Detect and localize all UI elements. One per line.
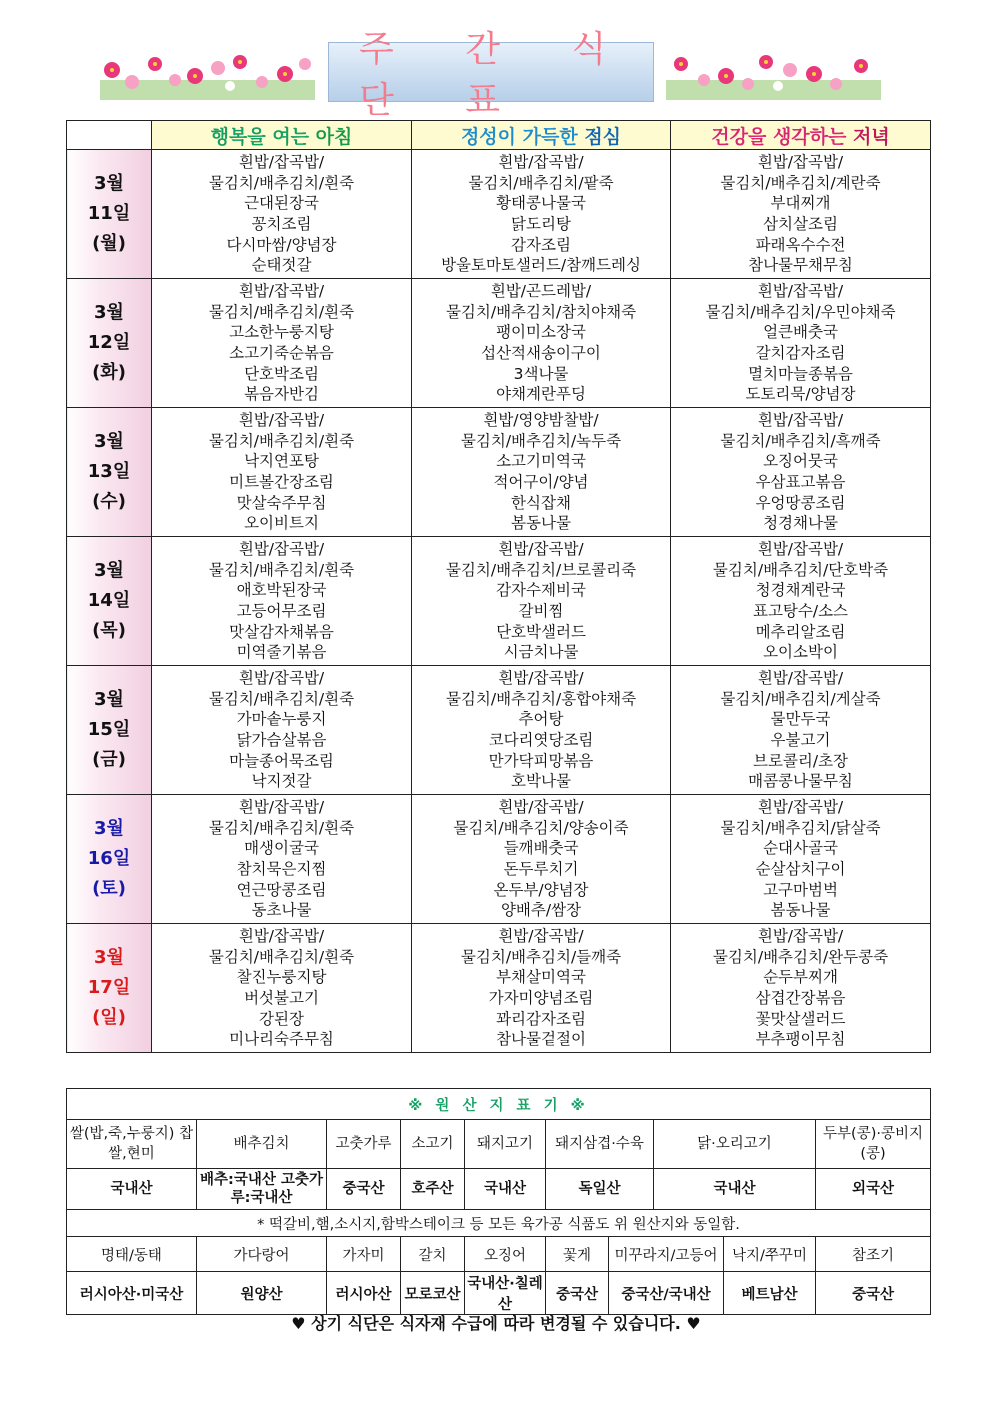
menu-item: 물김치/배추김치/흰죽 xyxy=(208,173,355,192)
menu-item: 흰밥/잡곡밥/ xyxy=(757,669,844,688)
menu-item: 메추리알조림 xyxy=(755,622,846,641)
menu-item: 물김치/배추김치/닭살죽 xyxy=(720,818,881,837)
menu-item: 흰밥/잡곡밥/ xyxy=(238,669,325,688)
menu-item: 물김치/배추김치/계란죽 xyxy=(720,173,881,192)
origin-note: * 떡갈비,햄,소시지,함박스테이크 등 모든 육가공 식품도 위 원산지와 동일함. xyxy=(67,1210,931,1237)
footer-notice: ♥ 상기 식단은 식자재 수급에 따라 변경될 수 있습니다. ♥ xyxy=(291,1314,701,1333)
origin-value-loach: 중국산/국내산 xyxy=(609,1272,724,1315)
day-date-cell xyxy=(67,537,152,666)
origin-row1-values xyxy=(67,1169,931,1210)
date-month: 3월 xyxy=(94,173,124,194)
menu-item: 흰밥/잡곡밥/ xyxy=(238,282,325,301)
day-date-cell xyxy=(67,795,152,924)
menu-item: 섭산적새송이구이 xyxy=(481,344,601,362)
dinner-cell xyxy=(671,537,931,666)
menu-item: 감자수제비국 xyxy=(496,581,586,600)
menu-item: 흰밥/영양밤찰밥/ xyxy=(483,411,599,430)
lunch-cell xyxy=(412,924,671,1053)
menu-item: 흰밥/잡곡밥/ xyxy=(757,153,844,172)
origin-value-flounder: 러시아산 xyxy=(327,1272,401,1315)
menu-item: 시금치나물 xyxy=(503,643,579,662)
day-row xyxy=(67,150,931,279)
origin-value-hairtail: 모로코산 xyxy=(401,1272,465,1315)
menu-item: 봄동나물 xyxy=(770,901,831,920)
breakfast-cell xyxy=(152,150,412,279)
menu-item: 물김치/배추김치/흰죽 xyxy=(208,947,355,966)
menu-item: 물김치/배추김치/흰죽 xyxy=(208,431,355,450)
menu-item: 닭가슴살볶음 xyxy=(236,731,327,749)
menu-item: 참치묵은지찜 xyxy=(236,860,327,878)
breakfast-header: 행복을 여는 아침 xyxy=(152,121,412,150)
date-weekday: (수) xyxy=(92,491,126,512)
menu-item: 물김치/배추김치/들깨죽 xyxy=(460,947,622,966)
menu-item: 물김치/배추김치/참치야채죽 xyxy=(445,302,637,321)
menu-item: 흰밥/잡곡밥/ xyxy=(238,153,325,172)
menu-item: 강된장 xyxy=(259,1009,304,1028)
day-row xyxy=(67,408,931,537)
menu-item: 물김치/배추김치/단호박죽 xyxy=(712,560,889,579)
date-day: 17일 xyxy=(87,977,131,998)
menu-item: 매콤콩나물무침 xyxy=(748,772,853,791)
menu-item: 삼치살조림 xyxy=(763,215,838,233)
menu-item: 봄동나물 xyxy=(511,514,571,533)
menu-item: 가자미양념조림 xyxy=(488,989,594,1007)
origin-value-crab: 중국산 xyxy=(546,1272,609,1315)
title-banner xyxy=(328,29,654,121)
menu-item: 팽이미소장국 xyxy=(496,323,586,342)
lunch-cell xyxy=(412,150,671,279)
menu-item: 물김치/배추김치/완두콩죽 xyxy=(712,947,889,966)
origin-header-rice: 쌀(밥,죽,누룽지) 찹쌀,현미 xyxy=(67,1120,197,1169)
menu-item: 흰밥/잡곡밥/ xyxy=(238,540,325,559)
origin-header-loach: 미꾸라지/고등어 xyxy=(609,1237,724,1272)
menu-item: 근대된장국 xyxy=(244,194,319,213)
day-row xyxy=(67,666,931,795)
menu-item: 방울토마토샐러드/참깨드레싱 xyxy=(441,256,641,275)
date-weekday: (일) xyxy=(92,1007,126,1028)
lunch-cell xyxy=(412,666,671,795)
menu-item: 흰밥/잡곡밥/ xyxy=(757,927,844,946)
lunch-cell xyxy=(412,408,671,537)
menu-item: 멸치마늘종볶음 xyxy=(748,364,853,383)
dinner-cell xyxy=(671,279,931,408)
origin-header-tofu: 두부(콩)·콩비지(콩) xyxy=(816,1120,931,1169)
date-day: 11일 xyxy=(87,203,131,224)
origin-value-tofu: 외국산 xyxy=(816,1169,931,1210)
date-month: 3월 xyxy=(94,947,124,968)
menu-item: 꽃맛살샐러드 xyxy=(755,1009,846,1028)
menu-item: 물김치/배추김치/흰죽 xyxy=(208,689,355,708)
origin-value-squid: 국내산·칠레산 xyxy=(465,1272,546,1315)
day-date-cell xyxy=(67,666,152,795)
menu-item: 흰밥/잡곡밥/ xyxy=(498,669,584,688)
menu-item: 낙지젓갈 xyxy=(251,772,312,791)
menu-item: 물김치/배추김치/흰죽 xyxy=(208,818,355,837)
origin-header-kimchi: 배추김치 xyxy=(197,1120,327,1169)
menu-item: 순태젓갈 xyxy=(251,256,312,275)
menu-item: 표고탕수/소스 xyxy=(752,602,849,620)
date-day: 14일 xyxy=(87,590,131,611)
menu-item: 갈치감자조림 xyxy=(755,344,846,362)
origin-value-octopus: 베트남산 xyxy=(724,1272,816,1315)
menu-item: 흰밥/잡곡밥/ xyxy=(498,540,584,559)
menu-item: 고등어무조림 xyxy=(236,602,327,620)
date-day: 15일 xyxy=(87,719,131,740)
menu-item: 단호박샐러드 xyxy=(496,622,586,641)
menu-item: 온두부/양념장 xyxy=(493,880,589,899)
menu-item: 흰밥/곤드레밥/ xyxy=(490,282,592,301)
date-month: 3월 xyxy=(94,431,124,452)
origin-row2-headers xyxy=(67,1237,931,1272)
origin-header-crab: 꽃게 xyxy=(546,1237,609,1272)
menu-item: 물김치/배추김치/양송이죽 xyxy=(453,818,629,837)
menu-item: 흰밥/잡곡밥/ xyxy=(498,927,584,946)
menu-item: 추어탕 xyxy=(518,710,564,729)
origin-header-croaker: 참조기 xyxy=(816,1237,931,1272)
origin-row2-values xyxy=(67,1272,931,1315)
origin-header-pork: 돼지고기 xyxy=(465,1120,546,1169)
menu-item: 물김치/배추김치/팥죽 xyxy=(468,173,614,192)
menu-item: 물김치/배추김치/녹두죽 xyxy=(460,431,622,450)
day-date-cell xyxy=(67,279,152,408)
menu-item: 매생이굴국 xyxy=(244,839,319,858)
menu-item: 파래옥수수전 xyxy=(755,235,846,254)
menu-item: 감자조림 xyxy=(511,235,571,254)
menu-item: 흰밥/잡곡밥/ xyxy=(238,798,325,817)
menu-item: 얼큰배춧국 xyxy=(763,323,838,342)
origin-header-flounder: 가자미 xyxy=(327,1237,401,1272)
corner-cell xyxy=(67,121,152,150)
menu-item: 물김치/배추김치/흑깨죽 xyxy=(720,431,881,450)
origin-value-pollock: 러시아산·미국산 xyxy=(67,1272,197,1315)
lunch-cell xyxy=(412,795,671,924)
weekly-menu-table xyxy=(66,120,931,1053)
origin-value-pork-belly: 독일산 xyxy=(546,1169,654,1210)
origin-header-hairtail: 갈치 xyxy=(401,1237,465,1272)
date-weekday: (목) xyxy=(92,620,126,641)
menu-item: 가마솥누룽지 xyxy=(236,710,327,729)
menu-item: 오이소박이 xyxy=(763,643,838,662)
menu-item: 흰밥/잡곡밥/ xyxy=(757,411,844,430)
menu-item: 황태콩나물국 xyxy=(496,194,586,213)
lunch-header: 정성이 가득한 점심 xyxy=(412,121,671,150)
day-row xyxy=(67,537,931,666)
menu-item: 브로콜리/초장 xyxy=(752,751,849,770)
origin-value-beef: 호주산 xyxy=(401,1169,465,1210)
menu-item: 고소한누룽지탕 xyxy=(229,323,334,342)
lunch-cell xyxy=(412,279,671,408)
day-date-cell xyxy=(67,408,152,537)
menu-item: 순살삼치구이 xyxy=(755,860,846,878)
menu-item: 호박나물 xyxy=(511,772,571,791)
menu-item: 갈비찜 xyxy=(518,602,564,620)
menu-item: 물김치/배추김치/브로콜리죽 xyxy=(445,560,637,579)
menu-item: 버섯불고기 xyxy=(244,989,319,1007)
menu-item: 순두부찌개 xyxy=(763,968,838,987)
date-weekday: (금) xyxy=(92,749,126,770)
breakfast-cell xyxy=(152,666,412,795)
menu-item: 흰밥/잡곡밥/ xyxy=(498,153,584,172)
origin-title: ※ 원 산 지 표 기 ※ xyxy=(67,1089,931,1120)
dinner-header: 건강을 생각하는 저녁 xyxy=(671,121,931,150)
menu-item: 한식잡채 xyxy=(511,493,571,512)
menu-item: 우삼표고볶음 xyxy=(755,473,846,491)
menu-item: 맛살감자채볶음 xyxy=(229,622,334,641)
origin-header-pork-belly: 돼지삼겹·수육 xyxy=(546,1120,654,1169)
breakfast-cell xyxy=(152,279,412,408)
day-row xyxy=(67,795,931,924)
menu-item: 찰진누룽지탕 xyxy=(236,968,327,987)
lunch-cell xyxy=(412,537,671,666)
breakfast-cell xyxy=(152,795,412,924)
menu-item: 물김치/배추김치/우민야채죽 xyxy=(705,302,896,321)
origin-header-poultry: 닭·오리고기 xyxy=(654,1120,816,1169)
origin-table xyxy=(66,1088,931,1315)
menu-item: 순대사골국 xyxy=(763,839,838,858)
menu-item: 만가닥피망볶음 xyxy=(488,751,594,770)
menu-item: 소고기죽순볶음 xyxy=(229,344,334,362)
menu-item: 고구마범벅 xyxy=(763,880,838,899)
menu-item: 마늘종어묵조림 xyxy=(229,751,334,770)
menu-item: 연근땅콩조림 xyxy=(236,880,327,899)
menu-item: 물만두국 xyxy=(770,710,831,729)
date-month: 3월 xyxy=(94,818,124,839)
breakfast-cell xyxy=(152,537,412,666)
page-title: 주 간 식 단 표 xyxy=(359,29,637,121)
date-weekday: (월) xyxy=(92,233,126,254)
menu-item: 물김치/배추김치/게살죽 xyxy=(720,689,881,708)
menu-item: 들깨배춧국 xyxy=(503,839,579,858)
menu-item: 미나리숙주무침 xyxy=(229,1030,334,1049)
dinner-cell xyxy=(671,795,931,924)
menu-item: 우엉땅콩조림 xyxy=(755,493,846,512)
dinner-cell xyxy=(671,666,931,795)
date-day: 12일 xyxy=(87,332,131,353)
page-header xyxy=(0,29,992,121)
menu-item: 흰밥/잡곡밥/ xyxy=(238,927,325,946)
menu-item: 미역줄기볶음 xyxy=(236,643,327,662)
date-weekday: (화) xyxy=(92,362,126,383)
menu-item: 소고기미역국 xyxy=(496,452,586,471)
date-day: 16일 xyxy=(87,848,131,869)
origin-value-bonito: 원양산 xyxy=(197,1272,327,1315)
menu-item: 부채살미역국 xyxy=(496,968,586,987)
date-month: 3월 xyxy=(94,689,124,710)
menu-item: 흰밥/잡곡밥/ xyxy=(757,540,844,559)
menu-item: 단호박조림 xyxy=(244,364,319,383)
menu-item: 애호박된장국 xyxy=(236,581,327,600)
day-date-cell xyxy=(67,924,152,1053)
menu-item: 꽈리감자조림 xyxy=(496,1009,586,1028)
origin-header-pollock: 명태/동태 xyxy=(67,1237,197,1272)
menu-item: 삼겹간장볶음 xyxy=(755,989,846,1007)
flower-decoration-right xyxy=(666,50,881,100)
menu-item: 낙지연포탕 xyxy=(244,452,319,471)
origin-header-squid: 오징어 xyxy=(465,1237,546,1272)
menu-item: 닭도리탕 xyxy=(511,215,571,233)
origin-header-bonito: 가다랑어 xyxy=(197,1237,327,1272)
day-date-cell xyxy=(67,150,152,279)
menu-item: 오이비트지 xyxy=(244,514,319,533)
menu-item: 참나물무채무침 xyxy=(748,256,853,275)
menu-item: 흰밥/잡곡밥/ xyxy=(238,411,325,430)
menu-item: 물김치/배추김치/흰죽 xyxy=(208,560,355,579)
origin-value-kimchi: 배추:국내산 고춧가루:국내산 xyxy=(197,1169,327,1210)
menu-item: 야채계란푸딩 xyxy=(496,385,586,404)
dinner-cell xyxy=(671,150,931,279)
menu-item: 흰밥/잡곡밥/ xyxy=(757,282,844,301)
menu-item: 볶음자반김 xyxy=(244,385,319,404)
breakfast-cell xyxy=(152,924,412,1053)
date-month: 3월 xyxy=(94,560,124,581)
menu-item: 물김치/배추김치/홍합야채죽 xyxy=(445,689,637,708)
menu-item: 코다리엿당조림 xyxy=(488,731,594,749)
dinner-cell xyxy=(671,924,931,1053)
day-row xyxy=(67,279,931,408)
breakfast-cell xyxy=(152,408,412,537)
menu-item: 부대찌개 xyxy=(770,194,831,213)
menu-item: 다시마쌈/양념장 xyxy=(226,235,337,254)
menu-item: 적어구이/양념 xyxy=(493,473,589,491)
origin-value-croaker: 중국산 xyxy=(816,1272,931,1315)
flower-decoration-left xyxy=(100,50,315,100)
date-day: 13일 xyxy=(87,461,131,482)
menu-item: 흰밥/잡곡밥/ xyxy=(498,798,584,817)
day-row xyxy=(67,924,931,1053)
menu-item: 오징어뭇국 xyxy=(763,452,838,471)
menu-item: 미트볼간장조림 xyxy=(229,473,334,491)
menu-item: 참나물겉절이 xyxy=(496,1030,586,1049)
menu-item: 흰밥/잡곡밥/ xyxy=(757,798,844,817)
menu-item: 양배추/쌈장 xyxy=(500,901,582,920)
origin-header-red-pepper: 고춧가루 xyxy=(327,1120,401,1169)
origin-header-beef: 소고기 xyxy=(401,1120,465,1169)
menu-item: 도토리묵/양념장 xyxy=(745,385,856,404)
origin-value-pork: 국내산 xyxy=(465,1169,546,1210)
origin-header-octopus: 낙지/쭈꾸미 xyxy=(724,1237,816,1272)
menu-item: 물김치/배추김치/흰죽 xyxy=(208,302,355,321)
meal-header-row xyxy=(67,121,931,150)
origin-value-rice: 국내산 xyxy=(67,1169,197,1210)
origin-value-red-pepper: 중국산 xyxy=(327,1169,401,1210)
menu-item: 청경채나물 xyxy=(763,514,838,533)
menu-item: 돈두루치기 xyxy=(503,860,579,878)
menu-item: 청경채계란국 xyxy=(755,581,846,600)
menu-item: 부추팽이무침 xyxy=(755,1030,846,1049)
menu-item: 우불고기 xyxy=(770,731,831,749)
dinner-cell xyxy=(671,408,931,537)
menu-item: 꽁치조림 xyxy=(251,215,312,233)
date-month: 3월 xyxy=(94,302,124,323)
date-weekday: (토) xyxy=(92,878,126,899)
menu-item: 3색나물 xyxy=(513,364,569,383)
origin-value-poultry: 국내산 xyxy=(654,1169,816,1210)
menu-item: 동초나물 xyxy=(251,901,312,920)
menu-item: 맛살숙주무침 xyxy=(236,493,327,512)
origin-row1-headers xyxy=(67,1120,931,1169)
